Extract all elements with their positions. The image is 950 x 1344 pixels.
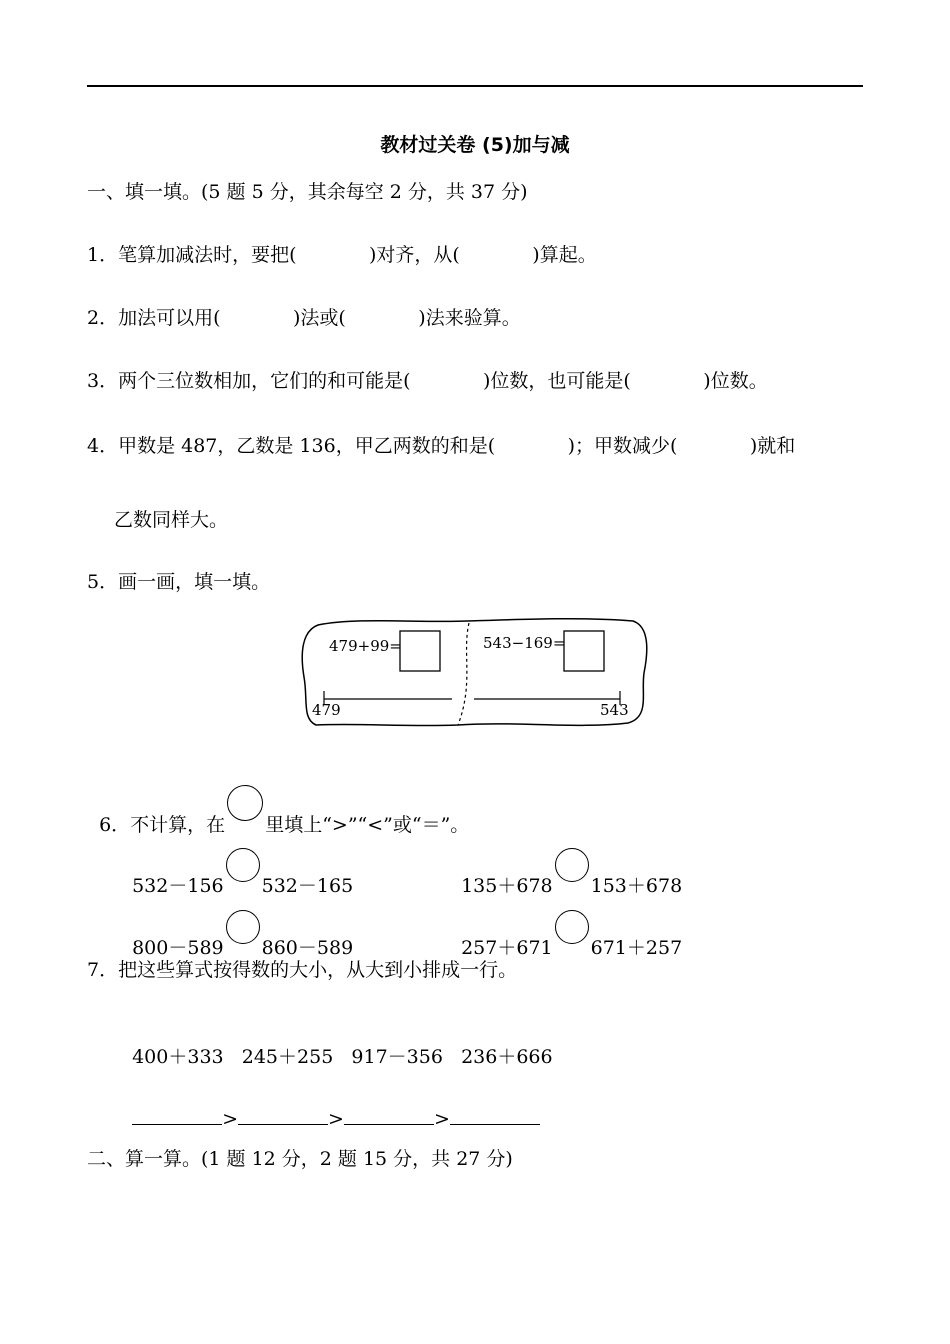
section1-heading: 一、填一填。(5 题 5 分，其余每空 2 分，共 37 分) [87,181,528,203]
compare-circle-3[interactable] [226,910,260,944]
left-tick-label: 479 [312,701,341,719]
question-6 [87,775,469,837]
question-7: 7．把这些算式按得数的大小，从大到小排成一行。 [87,959,518,981]
top-rule [87,85,863,87]
right-tick-label: 543 [600,701,629,719]
question-5: 5．画一画，填一填。 [87,571,271,593]
gt-sign: > [328,1108,344,1130]
page-title: 教材过关卷 (5)加与减 [380,134,570,156]
compare-circle-4[interactable] [555,910,589,944]
compare-item-4 [449,900,682,960]
answer-box-right[interactable] [564,631,604,671]
q7-expr: 245＋255 [241,1046,334,1068]
q7-expressions [120,1021,553,1069]
cloud-border [298,613,652,730]
number-line-figure [298,613,652,730]
compare-left: 257＋671 [461,937,553,959]
compare-circle-1[interactable] [226,848,260,882]
compare-right: 153＋678 [590,875,683,897]
compare-left: 135＋678 [461,875,553,897]
compare-circle-icon [227,785,263,821]
compare-left: 800－589 [132,937,224,959]
gt-sign: > [433,1108,450,1130]
left-expression: 479+99= [329,637,402,655]
compare-item-2 [449,838,682,898]
answer-blank-4[interactable] [450,1106,540,1125]
compare-item-3 [120,900,353,960]
right-expression: 543−169= [483,634,566,652]
q6-prefix: 6．不计算，在 [99,814,226,836]
question-4-line1: 4．甲数是 487，乙数是 136，甲乙两数的和是( )；甲数减少( )就和 [87,435,796,457]
compare-item-1 [120,838,353,898]
q7-expr: 917－356 [351,1046,443,1068]
answer-blank-3[interactable] [344,1106,434,1125]
compare-right: 860－589 [261,937,354,959]
q7-answer-row [120,1082,540,1131]
answer-box-left[interactable] [400,631,440,671]
question-3: 3．两个三位数相加，它们的和可能是( )位数，也可能是( )位数。 [87,370,768,392]
question-2: 2．加法可以用( )法或( )法来验算。 [87,307,521,329]
compare-left: 532－156 [132,875,224,897]
q7-expr: 400＋333 [132,1046,224,1068]
question-4-line2: 乙数同样大。 [114,509,229,531]
answer-blank-2[interactable] [238,1106,328,1125]
answer-blank-1[interactable] [132,1106,222,1125]
q7-expr: 236＋666 [461,1046,553,1068]
compare-right: 532－165 [261,875,354,897]
compare-right: 671＋257 [590,937,683,959]
question-1: 1．笔算加减法时，要把( )对齐，从( )算起。 [87,244,597,266]
compare-circle-2[interactable] [555,848,589,882]
gt-sign: > [222,1108,239,1130]
q6-suffix: 里填上“>”“<”或“＝”。 [265,814,470,836]
section2-heading: 二、算一算。(1 题 12 分，2 题 15 分，共 27 分) [87,1148,513,1170]
